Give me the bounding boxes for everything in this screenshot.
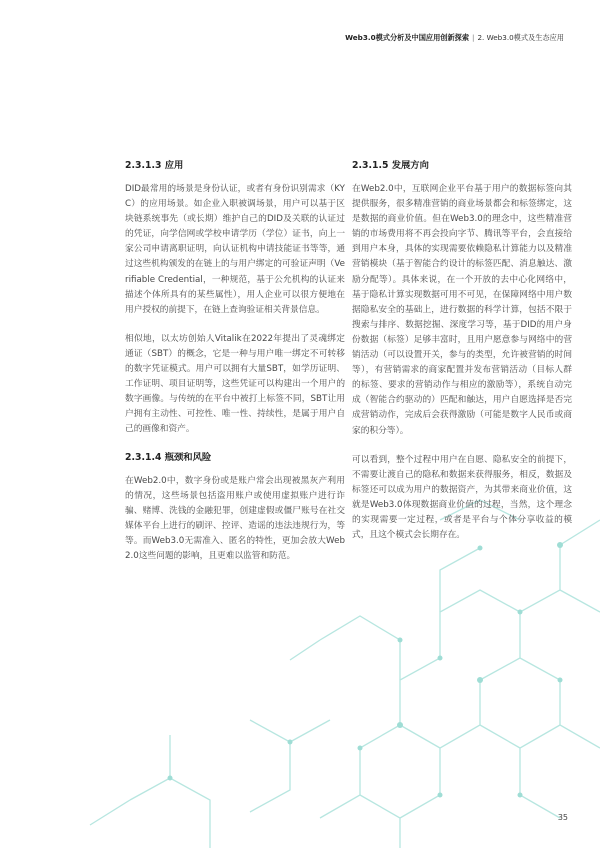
section-heading-direction: 2.3.1.5 发展方向: [352, 160, 429, 171]
page-number: 35: [557, 813, 568, 822]
paragraph-risks: 在Web2.0中，数字身份或是账户常会出现被黑灰产利用的情况，这些场景包括盗用账户或使用虚拟账户进行诈骗、赌博、洗钱的金融犯罪，创建虚假或僵尸账号在社交媒体平台上进行的刷评、控评、造谣的违法违规行为，等等。而Web3.0无需准入、匿名的特性，更加会放大Web2.0这些问题的影响，且更难以监管和防范。: [125, 475, 345, 561]
right-column: [352, 160, 572, 557]
paragraph-sbt: 相似地，以太坊创始人Vitalik在2022年提出了灵魂绑定通证（SBT）的概念，它是一种与用户唯一绑定不可转移的数字凭证模式。用户可以拥有大量SBT，如学历证明、工作证明、项目证明等，这些凭证可以构建出一个用户的数字画像。与传统的在平台中被打上标签不同，SBT让用户拥有主动性、可控性、唯一性、持续性，是属于用户自己的画像和资产。: [125, 333, 345, 435]
paragraph-conclusion: 可以看到，整个过程中用户在自愿、隐私安全的前提下，不需要让渡自己的隐私和数据来获得服务，相反，数据及标签还可以成为用户的数据资产，为其带来商业价值，这就是Web3.0体现数据商业价值的过程，当然，这个理念的实现需要一定过程，或者是平台与个体分享收益的模式，且这个模式会长期存在。: [352, 454, 572, 541]
header-section: 2. Web3.0模式及生态应用: [477, 33, 564, 42]
header-separator: |: [472, 33, 475, 42]
paragraph-did-usage: DID最常用的场景是身份认证，或者有身份识别需求（KYC）的应用场景。如企业入职被调场景，用户可以基于区块链系统事先（或长期）维护自己的DID及关联的认证过的凭证，向学信网或学校申请学历（学位）证书，向上一家公司申请离职证明，向认证机构申请技能证书等等，通过这些机构颁发的在链上的与用户绑定的可验证声明（Verifiable Credential，一种规范，基于公允机构的认证来描述个体所具有的某些属性），用人企业可以很方便地在用户授权的前提下，在链上查询验证相关背景信息。: [125, 184, 345, 315]
paragraph-marketing: 在Web2.0中，互联网企业平台基于用户的数据标签向其提供服务，很多精准营销的商业场景都会和标签绑定，这是数据的商业价值。但在Web3.0的理念中，这些精准营销的市场费用将不再会投向字节、腾讯等平台，会直接给到用户本身，具体的实现需要依赖隐私计算能力以及精准营销模块（基于智能合约设计的标签匹配、消息触达、激励分配等）。具体来说，在一个开放的去中心化网络中，基于隐私计算实现数据可用不可见，在保障网络中用户数据隐私安全的基础上，进行数据的科学计算，包括不限于搜索与排序、数据挖掘、深度学习等，基于DID的用户身份数据（标签）足够丰富时，且用户愿意参与网络中的营销活动（可以设置开关，参与的类型，允许被营销的时间等），有营销需求的商家配置并发布营销活动（目标人群的标签、要求的营销动作与相应的激励等），系统自动完成（智能合约驱动的）匹配和触达，用户自愿选择是否完成营销动作，完成后会获得激励（可能是数字人民币或商家的积分等）。: [352, 184, 572, 436]
section-heading-application: 2.3.1.3 应用: [125, 160, 184, 171]
section-heading-risks: 2.3.1.4 瓶颈和风险: [125, 451, 212, 463]
header-title: Web3.0模式分析及中国应用创新探索: [345, 33, 470, 42]
running-header: [345, 33, 564, 43]
left-column: [125, 160, 345, 578]
